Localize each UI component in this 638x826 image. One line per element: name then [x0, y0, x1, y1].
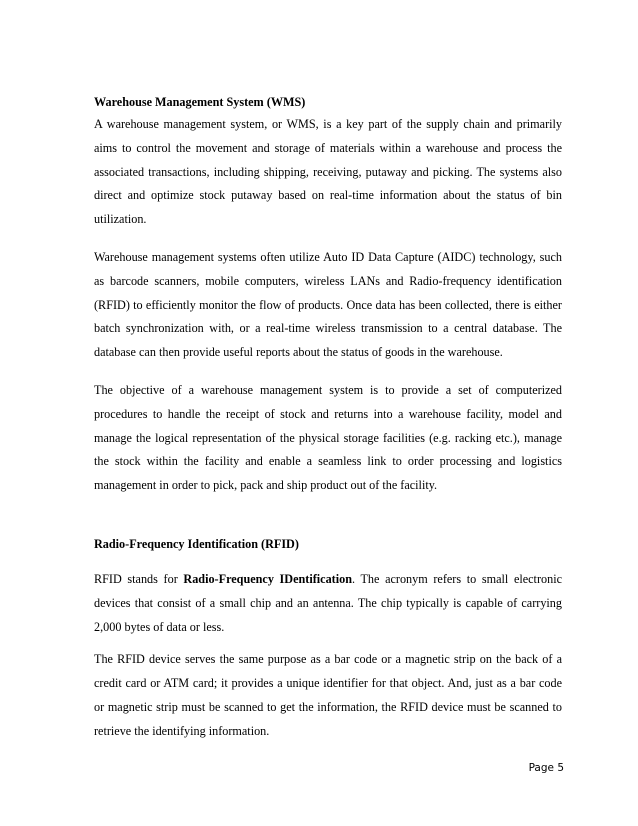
page-body	[94, 92, 562, 744]
rfid-term-bold: Radio-Frequency IDentification	[183, 571, 352, 586]
rfid-paragraph-1-suffix: . The acronym refers to small electronic devices that consist of a small chip and an antenna. The chip typically is capable of carrying 2,000 bytes of data or less.	[94, 571, 562, 634]
wms-heading: Warehouse Management System (WMS)	[94, 95, 306, 109]
rfid-paragraph-1	[94, 568, 562, 639]
rfid-paragraph-2: The RFID device serves the same purpose as a bar code or a magnetic strip on the back of a credit card or ATM card; it provides a unique identifier for that object. And, just as a bar code or magnetic strip must be scanned to get the information, the RFID device must be scanned to retrieve the identifying information.	[94, 652, 562, 738]
rfid-heading: Radio-Frequency Identification (RFID)	[94, 536, 299, 551]
wms-paragraph-3: The objective of a warehouse management system is to provide a set of computerized procedures to handle the receipt of stock and returns into a warehouse facility, model and manage the logical representation of the physical storage facilities (e.g. racking etc.), manage the stock within the facility and enable a seamless link to order processing and logistics management in order to pick, pack and ship product out of the facility.	[94, 382, 562, 493]
wms-paragraph-2: Warehouse management systems often utilize Auto ID Data Capture (AIDC) technology, such as barcode scanners, mobile computers, wireless LANs and Radio-frequency identification (RFID) to efficiently monitor the flow of products. Once data has been collected, there is either batch synchronization with, or a real-time wireless transmission to a central database. The database can then provide useful reports about the status of goods in the warehouse.	[94, 249, 562, 360]
page-number: Page 5	[528, 762, 564, 774]
wms-paragraph-1: A warehouse management system, or WMS, is a key part of the supply chain and primarily aims to control the movement and storage of materials within a warehouse and process the associated transactions, including shipping, receiving, putaway and picking. The systems also direct and optimize stock putaway based on real-time information about the status of bin utilization.	[94, 117, 562, 227]
rfid-paragraph-1-prefix: RFID stands for	[94, 571, 184, 586]
